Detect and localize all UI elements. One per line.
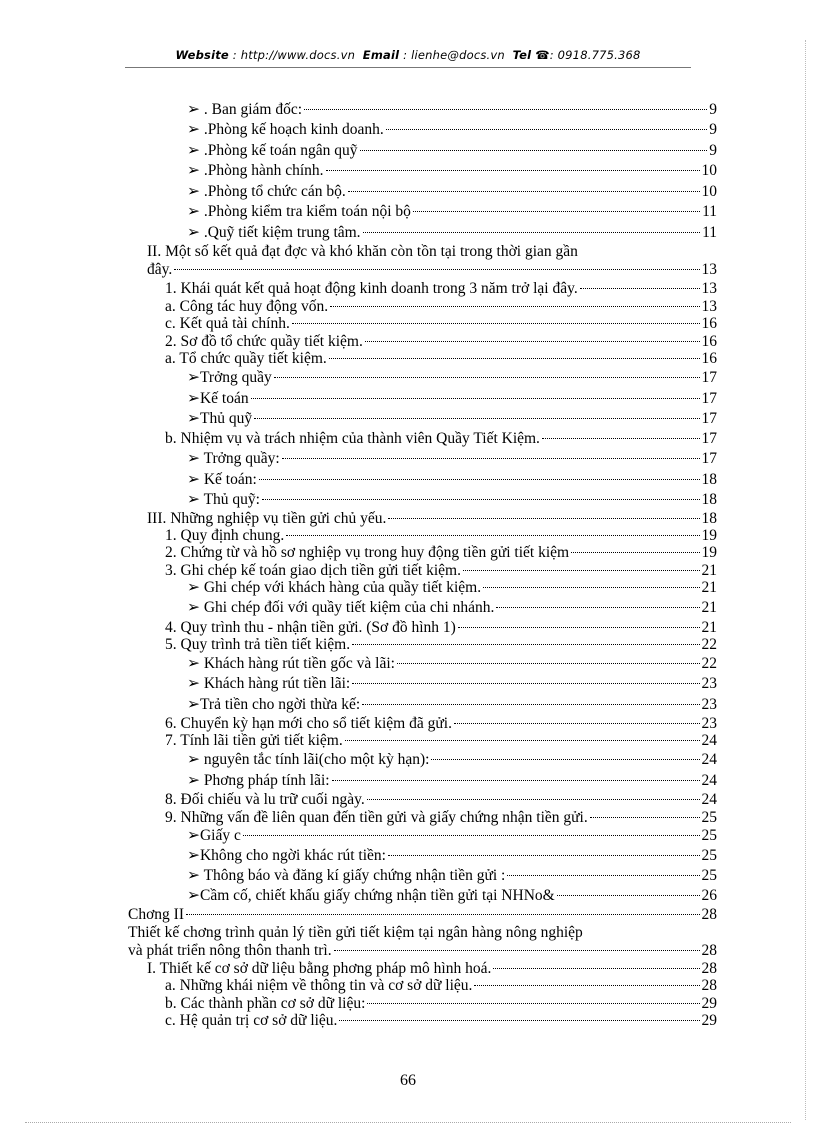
toc-dot-leader [542,438,700,439]
toc-entry[interactable] [187,202,717,221]
toc-page-number: 21 [701,579,717,596]
toc-page-number: 19 [701,527,717,544]
toc-dot-leader [483,587,699,588]
toc-dot-leader [507,875,699,876]
toc-dot-leader [397,663,700,664]
toc-dot-leader [388,855,700,856]
toc-entry-label: ➢Trả tiền cho ngời thừa kế: [187,696,361,713]
toc-dot-leader [339,1020,699,1021]
toc-dot-leader [259,479,700,480]
toc-dot-leader [352,644,699,645]
toc-entry-label: ➢Trởng quầy [187,369,272,386]
toc-dot-leader [474,985,699,986]
toc-dot-leader [282,458,700,459]
toc-entry[interactable] [187,490,717,509]
toc-entry-label: 1. Quy định chung. [165,527,285,544]
toc-entry-label: 6. Chuyển kỳ hạn mới cho sổ tiết kiệm đã gửi. [165,715,452,732]
toc-dot-leader [367,1003,699,1004]
toc-entry-label: ➢Kế toán [187,390,249,407]
toc-dot-leader [174,269,699,270]
toc-entry-label: ➢ Thủ quỹ: [187,491,260,508]
toc-entry-label: 3. Ghi chép kế toán giao dịch tiền gửi tiết kiệm. [165,562,461,579]
tel-value: : 0918.775.368 [549,48,641,62]
toc-page-number: 28 [701,906,717,923]
toc-entry[interactable] [165,976,717,995]
toc-entry[interactable] [187,120,717,139]
toc-page-number: 28 [701,960,717,977]
toc-entry-label: ➢ Trởng quầy: [187,450,280,467]
toc-entry-label: ➢Thủ quỹ [187,410,253,427]
toc-page-number: 17 [701,450,717,467]
toc-page-number: 23 [701,675,717,692]
toc-page-number: 21 [701,619,717,636]
toc-dot-leader [348,191,700,192]
toc-page-number: 16 [701,333,717,350]
toc-page-number: 9 [709,121,717,138]
toc-entry-wrapped-line: Thiết kế chơng trình quản lý tiền gửi tiết kiệm tại ngân hàng nông nghiệp [128,924,583,941]
toc-dot-leader [274,377,700,378]
toc-dot-leader [251,398,700,399]
toc-entry[interactable] [187,368,717,387]
toc-entry-label: b. Các thành phần cơ sở dữ liệu: [165,995,366,1012]
toc-page-number: 17 [701,430,717,447]
toc-entry-label: ➢ Ghi chép với khách hàng của quầy tiết kiệm. [187,579,482,596]
toc-entry[interactable] [187,578,717,597]
website-value: : http://www.docs.vn [232,48,356,62]
toc-entry-label: 1. Khái quát kết quả hoạt động kinh doanh trong 3 năm trở lại đây. [165,280,578,297]
toc-page-number: 10 [701,183,717,200]
toc-dot-leader [360,150,708,151]
toc-page-number: 10 [701,162,717,179]
toc-page-number: 26 [701,887,717,904]
toc-entry[interactable] [187,409,717,428]
toc-entry[interactable] [187,449,717,468]
toc-entry-label: ➢ Khách hàng rút tiền gốc và lãi: [187,655,395,672]
toc-entry[interactable] [187,141,717,160]
page-edge-rule [805,40,806,1120]
toc-dot-leader [454,723,700,724]
toc-entry[interactable] [165,790,717,809]
toc-dot-leader [186,914,700,915]
toc-page-number: 17 [701,369,717,386]
toc-entry-label: ➢ Kế toán: [187,471,257,488]
toc-dot-leader [254,418,699,419]
toc-dot-leader [286,535,699,536]
toc-dot-leader [345,740,700,741]
toc-entry[interactable] [187,654,717,673]
toc-entry[interactable] [165,349,717,368]
toc-dot-leader [557,895,700,896]
email-value: : lienhe@docs.vn [403,48,505,62]
toc-entry-label: 5. Quy trình trả tiền tiết kiệm. [165,636,351,653]
email-label: Email [362,48,400,62]
toc-dot-leader [367,799,700,800]
toc-entry[interactable] [165,279,717,298]
toc-dot-leader [352,683,699,684]
toc-entry-label: a. Công tác huy động vốn. [165,298,329,315]
toc-entry[interactable] [187,674,717,693]
toc-page-number: 18 [701,471,717,488]
toc-page-number: 24 [701,732,717,749]
toc-entry[interactable] [187,161,717,180]
toc-entry-label: ➢ .Phòng hành chính. [187,162,324,179]
toc-entry-label: I. Thiết kế cơ sở dữ liệu bằng phơng pháp mô hình hoá. [147,960,492,977]
toc-page-number: 24 [701,751,717,768]
toc-entry-wrapped-line: II. Một số kết quả đạt đợc và khó khăn còn tồn tại trong thời gian gần [147,243,578,260]
toc-entry[interactable] [165,731,717,750]
toc-page-number: 29 [701,995,717,1012]
toc-page-number: 25 [701,809,717,826]
toc-entry[interactable] [187,695,717,714]
toc-page-number: 13 [701,280,717,297]
toc-entry[interactable] [187,846,717,865]
toc-page-number: 24 [701,772,717,789]
toc-entry-label: ➢Cầm cố, chiết khấu giấy chứng nhận tiền gửi tại NHNo& [187,887,555,904]
toc-dot-leader [413,211,700,212]
toc-entry[interactable] [165,314,717,333]
toc-page-number: 16 [701,350,717,367]
toc-page-number: 28 [701,977,717,994]
toc-dot-leader [463,570,700,571]
toc-dot-leader [580,288,700,289]
toc-entry[interactable] [187,389,717,408]
toc-entry[interactable] [187,866,717,885]
toc-page-number: 13 [701,261,717,278]
toc-entry[interactable] [128,905,717,924]
toc-entry[interactable] [165,1011,717,1030]
page-number: 66 [400,1072,416,1089]
toc-page-number: 21 [701,562,717,579]
toc-dot-leader [388,518,699,519]
toc-entry-label: ➢ .Quỹ tiết kiệm trung tâm. [187,224,361,241]
toc-dot-leader [262,499,700,500]
toc-entry-label: ➢ .Phòng kiểm tra kiểm toán nội bộ [187,203,411,220]
toc-page-number: 29 [701,1012,717,1029]
toc-dot-leader [292,323,700,324]
toc-page-number: 22 [701,636,717,653]
toc-entry[interactable] [187,750,717,769]
toc-page-number: 9 [709,142,717,159]
toc-entry-label: ➢ Phơng pháp tính lãi: [187,772,330,789]
toc-entry-label: ➢Giấy c [187,827,241,844]
toc-entry[interactable] [187,470,717,489]
toc-dot-leader [365,341,700,342]
toc-entry[interactable] [187,771,717,790]
toc-entry[interactable] [187,598,717,617]
toc-entry[interactable] [165,808,717,827]
toc-dot-leader [493,968,699,969]
toc-page-number: 19 [701,544,717,561]
toc-entry-label: ➢ Thông báo và đăng kí giấy chứng nhận tiền gửi : [187,867,506,884]
toc-page-number: 23 [701,715,717,732]
toc-page-number: 23 [701,696,717,713]
toc-page-number: 9 [709,101,717,118]
toc-dot-leader [362,704,699,705]
toc-entry[interactable] [128,941,717,960]
toc-dot-leader [334,950,700,951]
toc-page-number: 11 [702,203,717,220]
toc-page-number: 17 [701,410,717,427]
toc-dot-leader [431,759,699,760]
toc-entry-label: ➢ Ghi chép đối với quầy tiết kiệm của chi nhánh. [187,599,495,616]
toc-entry[interactable] [187,223,717,242]
toc-page-number: 11 [702,224,717,241]
toc-page-number: 25 [701,867,717,884]
tel-label: Tel [512,48,532,62]
toc-entry-label: b. Nhiệm vụ và trách nhiệm của thành viên Quầy Tiết Kiệm. [165,430,540,447]
toc-entry-label: ➢ .Phòng kế toán ngân quỹ [187,142,358,159]
toc-entry-label: ➢ Khách hàng rút tiền lãi: [187,675,351,692]
toc-entry[interactable] [187,826,717,845]
toc-dot-leader [332,780,700,781]
website-label: Website [175,48,229,62]
toc-page-number: 17 [701,390,717,407]
toc-entry[interactable] [165,635,717,654]
toc-entry-label: và phát triển nông thôn thanh trì. [128,942,332,959]
toc-entry[interactable] [165,543,717,562]
toc-entry-label: c. Kết quả tài chính. [165,315,290,332]
toc-dot-leader [590,817,700,818]
toc-entry-label: ➢Không cho ngời khác rút tiền: [187,847,386,864]
toc-entry[interactable] [165,429,717,448]
toc-entry-label: đây. [147,261,173,278]
toc-dot-leader [330,306,699,307]
toc-entry-label: 2. Sơ đồ tổ chức quầy tiết kiệm. [165,333,363,350]
toc-dot-leader [458,627,700,628]
page-header [125,48,691,66]
toc-page-number: 28 [701,942,717,959]
phone-icon: ☎ [535,48,550,62]
toc-page-number: 25 [701,847,717,864]
toc-page-number: 18 [701,510,717,527]
header-divider [125,67,691,68]
toc-entry[interactable] [187,182,717,201]
toc-dot-leader [496,607,699,608]
toc-entry-label: Chơng II [128,906,184,923]
toc-page-number: 21 [701,599,717,616]
toc-entry-label: ➢ nguyên tắc tính lãi(cho một kỳ hạn): [187,751,430,768]
toc-entry-label: ➢ .Phòng kế hoạch kinh doanh. [187,121,384,138]
toc-entry-label: 7. Tính lãi tiền gửi tiết kiệm. [165,732,343,749]
toc-entry-label: 8. Đối chiếu và lu trữ cuối ngày. [165,791,365,808]
toc-entry[interactable] [187,100,717,119]
toc-page-number: 13 [701,298,717,315]
toc-page-number: 16 [701,315,717,332]
toc-entry-label: 4. Quy trình thu - nhận tiền gửi. (Sơ đồ hình 1) [165,619,456,636]
toc-dot-leader [363,232,701,233]
toc-page-number: 24 [701,791,717,808]
toc-entry[interactable] [187,886,717,905]
toc-entry-label: 9. Những vấn đề liên quan đến tiền gửi và giấy chứng nhận tiền gửi. [165,809,588,826]
toc-entry-label: ➢ . Ban giám đốc: [187,101,303,118]
toc-entry-label: a. Những khái niệm về thông tin và cơ sở dữ liệu. [165,977,473,994]
toc-dot-leader [571,552,699,553]
toc-entry[interactable] [147,260,717,279]
toc-entry-label: 2. Chứng từ và hồ sơ nghiệp vụ trong huy động tiền gửi tiết kiệm [165,544,570,561]
toc-entry-label: a. Tổ chức quầy tiết kiệm. [165,350,327,367]
toc-page-number: 22 [701,655,717,672]
toc-dot-leader [386,129,707,130]
toc-dot-leader [329,358,700,359]
toc-dot-leader [326,170,700,171]
toc-entry-label: c. Hệ quản trị cơ sở dữ liệu. [165,1012,338,1029]
toc-entry-label: III. Những nghiệp vụ tiền gửi chủ yếu. [147,510,387,527]
toc-dot-leader [304,109,707,110]
toc-entry-label: ➢ .Phòng tổ chức cán bộ. [187,183,346,200]
toc-dot-leader [243,835,700,836]
toc-page-number: 18 [701,491,717,508]
toc-page-number: 25 [701,827,717,844]
